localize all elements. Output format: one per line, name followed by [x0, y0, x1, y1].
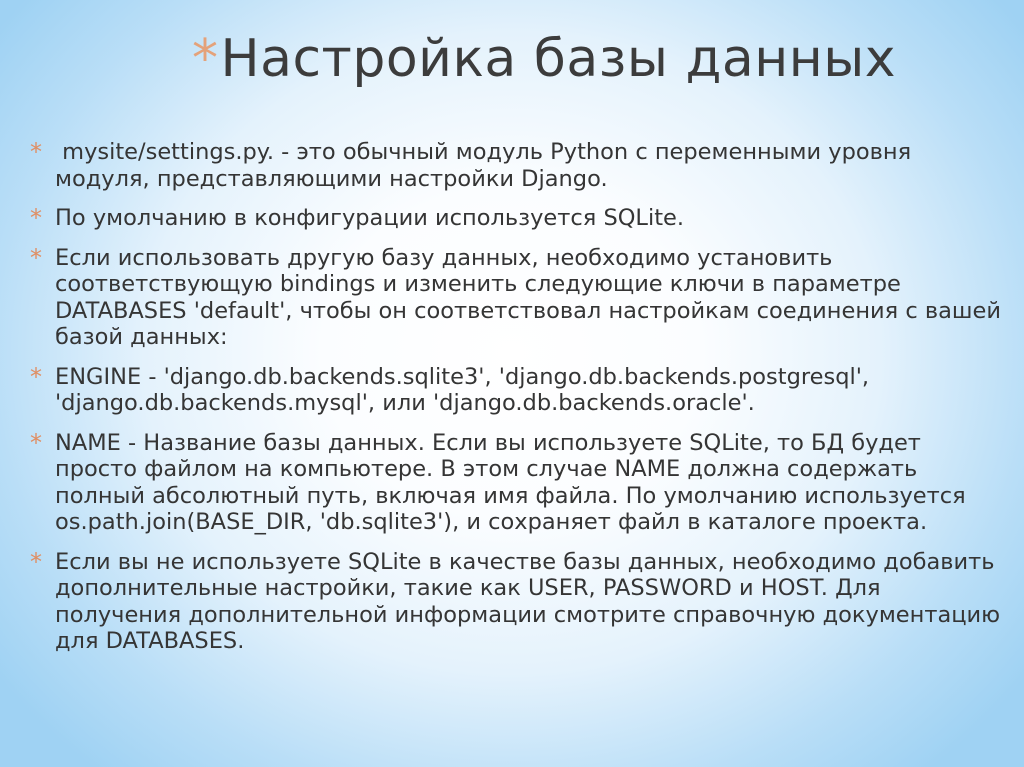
bullet-star-icon: *	[30, 138, 42, 166]
bullet-item	[30, 364, 1008, 417]
slide-title	[192, 28, 896, 90]
bullet-item	[30, 430, 1008, 536]
bullet-text: mysite/settings.py. - это обычный модуль Python с переменными уровня модуля, представляющими настройки Django.	[55, 139, 919, 192]
bullet-text: Если использовать другую базу данных, необходимо установить соответствующую bindings и изменить следующие ключи в параметре DATABASES 'default', чтобы он соответствовал настройкам соединения с вашей базой данных:	[55, 244, 1001, 350]
bullet-star-icon: *	[30, 362, 42, 391]
bullet-text: ENGINE - 'django.db.backends.sqlite3', 'django.db.backends.postgresql', 'django.db.backends.mysql', или 'django.db.backends.oracle'.	[55, 363, 870, 416]
bullet-list	[30, 139, 1008, 668]
title-star-icon: *	[192, 29, 219, 89]
bullet-item	[30, 139, 1008, 192]
bullet-star-icon: *	[30, 243, 42, 272]
bullet-star-icon: *	[30, 204, 42, 232]
bullet-star-icon: *	[30, 428, 42, 457]
bullet-text: Если вы не используете SQLite в качестве базы данных, необходимо добавить дополнительные настройки, такие как USER, PASSWORD и HOST. Для получения дополнительной информации смотрите справочную документацию для DATABASES.	[55, 548, 1001, 654]
bullet-text: NAME - Название базы данных. Если вы используете SQLite, то БД будет просто файлом на компьютере. В этом случае NAME должна содержать полный абсолютный путь, включая имя файла. По умолчанию используется os.path.join(BASE_DIR, 'db.sqlite3'), и сохраняет файл в каталоге проекта.	[55, 429, 966, 535]
bullet-item	[30, 549, 1008, 655]
slide-title-text: Настройка базы данных	[220, 29, 897, 89]
bullet-item	[30, 205, 1008, 232]
bullet-star-icon: *	[30, 547, 42, 576]
bullet-item	[30, 245, 1008, 351]
bullet-text: По умолчанию в конфигурации используется SQLite.	[55, 205, 685, 231]
